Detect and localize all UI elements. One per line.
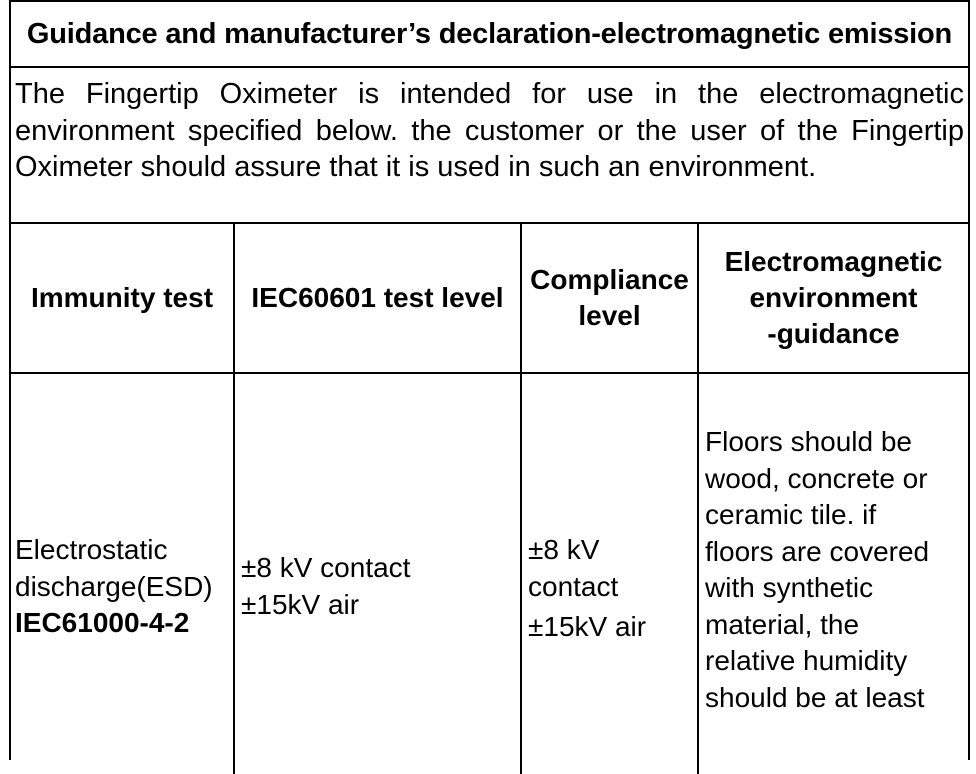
guidance-line: floors are covered [705, 535, 930, 567]
compliance-line: contact [528, 570, 619, 602]
intro-row [11, 68, 968, 224]
header-compliance-line: level [578, 300, 641, 331]
guidance-line: relative humidity [705, 645, 908, 676]
test-level-line: ±8 kV contact [241, 552, 411, 583]
title-row [11, 2, 968, 68]
header-guidance-line: environment [749, 282, 918, 313]
header-compliance-level [520, 224, 697, 372]
table-row [11, 374, 968, 774]
immunity-test-line: Electrostatic [15, 534, 168, 565]
cell-test-level [233, 374, 520, 774]
test-level-line: ±15kV air [241, 588, 360, 620]
header-immunity-test [11, 224, 233, 372]
header-compliance-line: Compliance [530, 264, 689, 295]
guidance-line: material, the [705, 608, 860, 640]
compliance-line: ±8 kV [528, 534, 600, 565]
header-guidance-line: -guidance [767, 318, 900, 349]
guidance-line: Floors should be [705, 426, 913, 457]
header-test-level [233, 224, 520, 372]
header-immunity-test-label: Immunity test [30, 282, 214, 313]
emission-declaration-table [9, 0, 970, 760]
guidance-line: wood, concrete or [705, 462, 928, 494]
cell-compliance-level [520, 374, 697, 774]
guidance-line: with synthetic [705, 572, 874, 603]
compliance-line: ±15kV air [528, 611, 647, 642]
header-test-level-label: IEC60601 test level [251, 282, 504, 313]
cell-guidance [697, 374, 968, 774]
cell-immunity-test [11, 374, 233, 774]
header-guidance [697, 224, 968, 372]
immunity-test-line: discharge(ESD) [15, 570, 213, 602]
guidance-line: ceramic tile. if [705, 499, 877, 530]
header-row [11, 224, 968, 374]
header-guidance-line: Electromagnetic [724, 246, 943, 277]
table-title: Guidance and manufacturer’s declaration-electromagnetic emission [26, 17, 953, 50]
immunity-standard: IEC61000-4-2 [15, 607, 190, 638]
intro-text: The Fingertip Oximeter is intended for use in the electromagnetic environment specified below. the customer or the user of the Fingertip Oximeter should assure that it is used in such an environment. [15, 78, 964, 183]
guidance-line: should be at least [705, 681, 925, 713]
